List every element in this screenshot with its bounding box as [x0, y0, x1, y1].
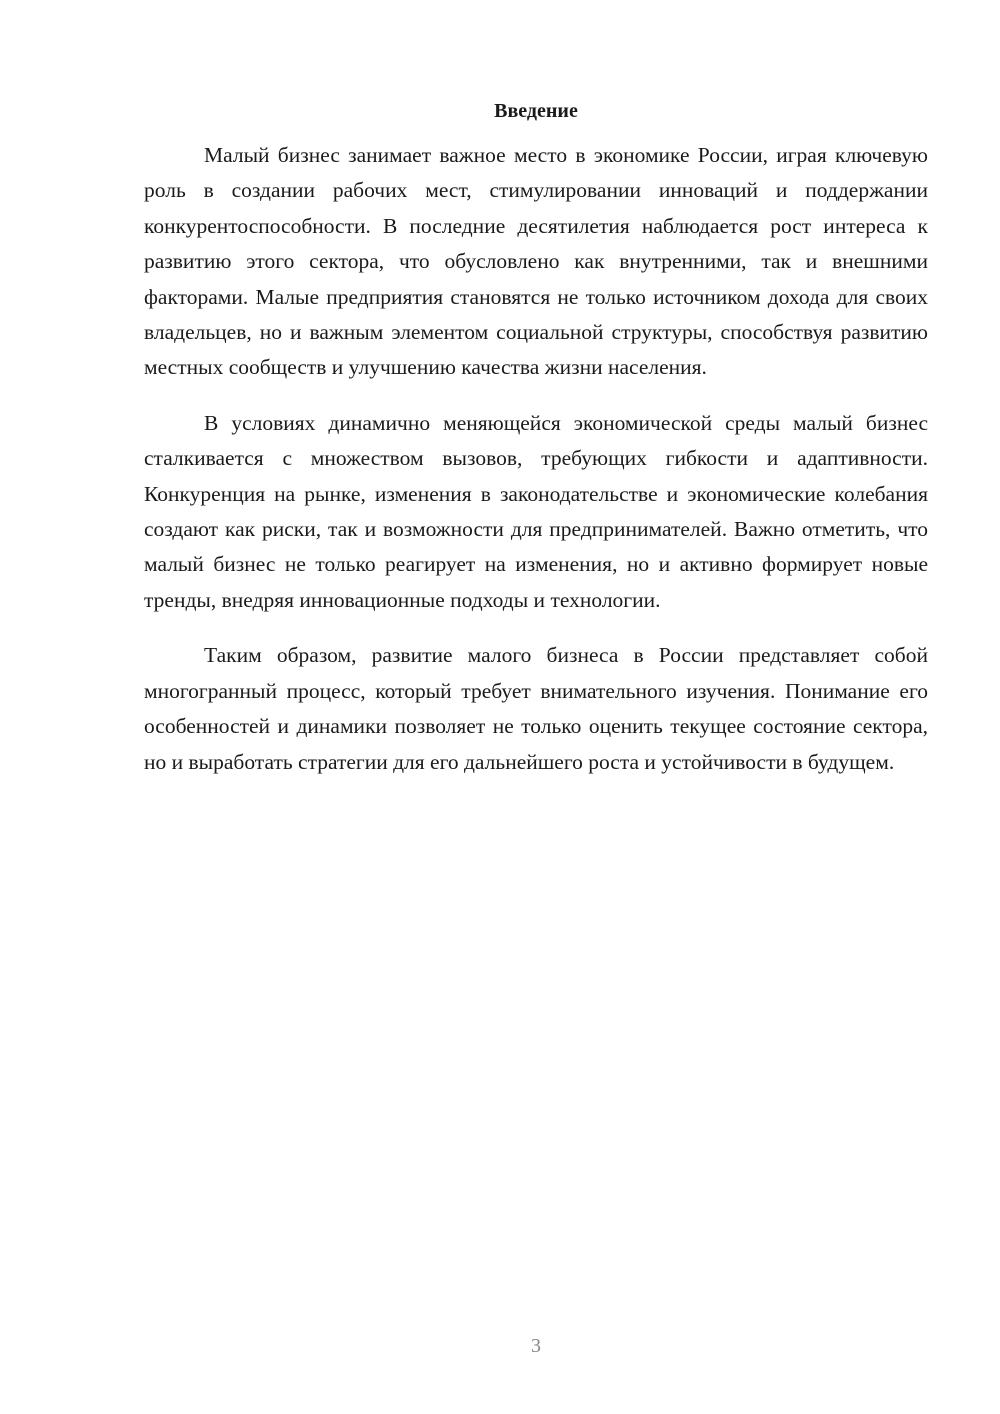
section-heading: Введение — [494, 100, 578, 122]
paragraph-2: В условиях динамично меняющейся экономической среды малый бизнес сталкивается с множеством вызовов, требующих гибкости и адаптивности. Конкуренция на рынке, изменения в законодательстве и экономические колебания создают как риски, так и возможности для предпринимателей. Важно отметить, что малый бизнес не только реагирует на изменения, но и активно формирует новые тренды, внедряя инновационные подходы и технологии. — [144, 410, 928, 612]
document-body — [144, 96, 928, 800]
paragraph-3: Таким образом, развитие малого бизнеса в России представляет собой многогранный процесс, который требует внимательного изучения. Понимание его особенностей и динамики позволяет не только оценить текущее состояние сектора, но и выработать стратегии для его дальнейшего роста и устойчивости в будущем. — [144, 643, 928, 774]
page-number: 3 — [531, 1335, 541, 1357]
paragraph-1: Малый бизнес занимает важное место в экономике России, играя ключевую роль в создании рабочих мест, стимулировании инноваций и поддержании конкурентоспособности. В последние десятилетия наблюдается рост интереса к развитию этого сектора, что обусловлено как внутренними, так и внешними факторами. Малые предприятия становятся не только источником дохода для своих владельцев, но и важным элементом социальной структуры, способствуя развитию местных сообществ и улучшению качества жизни населения. — [144, 143, 928, 380]
